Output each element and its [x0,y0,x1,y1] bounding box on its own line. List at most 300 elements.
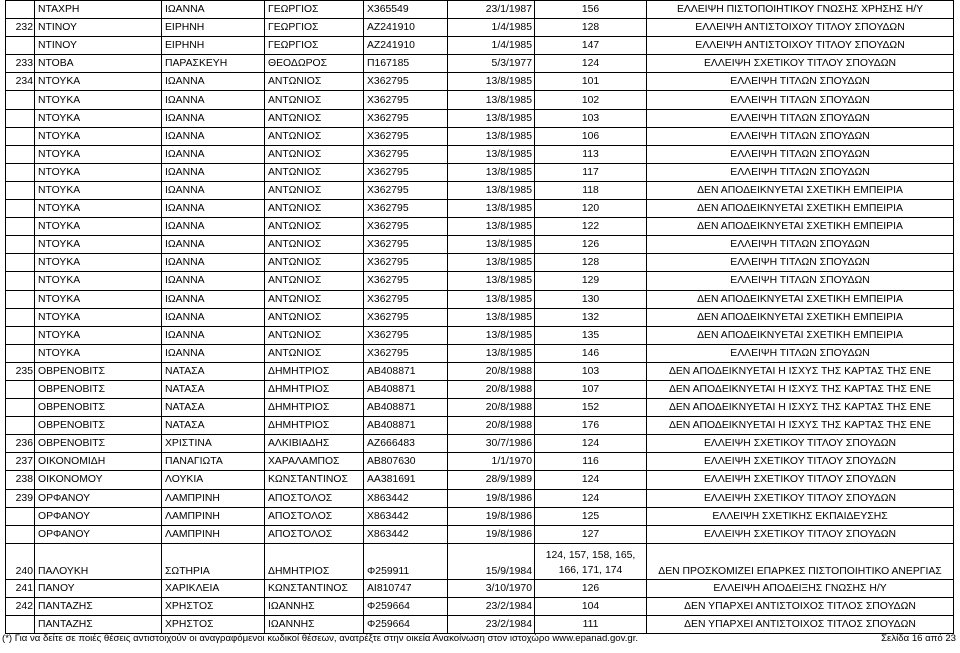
cell-row-number: 241 [6,579,35,597]
cell-row-number [6,236,35,254]
cell-id-number: ΑΒ408871 [364,380,448,398]
table-row [6,73,954,91]
cell-position-code: 124, 157, 158, 165, 166, 171, 174 [535,543,647,579]
cell-row-number [6,399,35,417]
cell-father-name: ΚΩΝΣΤΑΝΤΙΝΟΣ [265,579,364,597]
cell-last-name: ΟΡΦΑΝΟΥ [35,507,162,525]
cell-birth-date: 13/8/1985 [448,290,535,308]
cell-rejection-reason: ΕΛΛΕΙΨΗ ΤΙΤΛΩΝ ΣΠΟΥΔΩΝ [647,272,954,290]
cell-last-name: ΠΑΛΟΥΚΗ [35,543,162,579]
cell-last-name: ΟΒΡΕΝΟΒΙΤΣ [35,435,162,453]
table-row [6,272,954,290]
cell-first-name: ΙΩΑΝΝΑ [162,163,265,181]
table-row [6,489,954,507]
cell-row-number: 235 [6,362,35,380]
table-row [6,380,954,398]
cell-position-code: 107 [535,380,647,398]
cell-id-number: Χ362795 [364,109,448,127]
cell-id-number: Χ362795 [364,127,448,145]
table-row [6,471,954,489]
cell-birth-date: 1/4/1985 [448,19,535,37]
cell-first-name: ΛΟΥΚΙΑ [162,471,265,489]
cell-father-name: ΑΝΤΩΝΙΟΣ [265,218,364,236]
cell-father-name: ΑΝΤΩΝΙΟΣ [265,109,364,127]
cell-row-number [6,37,35,55]
cell-rejection-reason: ΔΕΝ ΥΠΑΡΧΕΙ ΑΝΤΙΣΤΟΙΧΟΣ ΤΙΤΛΟΣ ΣΠΟΥΔΩΝ [647,616,954,634]
cell-rejection-reason: ΕΛΛΕΙΨΗ ΤΙΤΛΩΝ ΣΠΟΥΔΩΝ [647,344,954,362]
cell-last-name: ΝΤΟΥΚΑ [35,326,162,344]
cell-birth-date: 23/2/1984 [448,616,535,634]
cell-row-number: 238 [6,471,35,489]
cell-id-number: Χ362795 [364,181,448,199]
cell-father-name: ΔΗΜΗΤΡΙΟΣ [265,543,364,579]
cell-position-code: 124 [535,471,647,489]
cell-position-code: 124 [535,55,647,73]
cell-father-name: ΑΝΤΩΝΙΟΣ [265,236,364,254]
cell-birth-date: 23/1/1987 [448,1,535,19]
cell-position-code: 124 [535,489,647,507]
cell-id-number: Χ362795 [364,73,448,91]
cell-row-number [6,254,35,272]
cell-row-number: 233 [6,55,35,73]
cell-father-name: ΓΕΩΡΓΙΟΣ [265,19,364,37]
cell-birth-date: 13/8/1985 [448,91,535,109]
cell-first-name: ΙΩΑΝΝΑ [162,254,265,272]
cell-position-code: 102 [535,91,647,109]
cell-father-name: ΑΝΤΩΝΙΟΣ [265,73,364,91]
cell-rejection-reason: ΔΕΝ ΑΠΟΔΕΙΚΝΥΕΤΑΙ ΣΧΕΤΙΚΗ ΕΜΠΕΙΡΙΑ [647,181,954,199]
cell-row-number [6,200,35,218]
cell-father-name: ΑΝΤΩΝΙΟΣ [265,127,364,145]
cell-rejection-reason: ΕΛΛΕΙΨΗ ΣΧΕΤΙΚΟΥ ΤΙΤΛΟΥ ΣΠΟΥΔΩΝ [647,471,954,489]
results-sheet [5,0,953,634]
cell-last-name: ΝΤΟΥΚΑ [35,145,162,163]
table-row [6,254,954,272]
cell-row-number [6,127,35,145]
table-row [6,326,954,344]
cell-first-name: ΙΩΑΝΝΑ [162,181,265,199]
cell-position-code: 152 [535,399,647,417]
cell-row-number [6,380,35,398]
cell-birth-date: 13/8/1985 [448,163,535,181]
cell-row-number [6,218,35,236]
cell-birth-date: 13/8/1985 [448,218,535,236]
cell-last-name: ΠΑΝΤΑΖΗΣ [35,616,162,634]
cell-position-code: 126 [535,236,647,254]
table-row [6,200,954,218]
cell-position-code: 126 [535,579,647,597]
cell-birth-date: 19/8/1986 [448,489,535,507]
cell-first-name: ΝΑΤΑΣΑ [162,380,265,398]
cell-id-number: Χ863442 [364,525,448,543]
cell-row-number [6,525,35,543]
cell-row-number: 237 [6,453,35,471]
cell-rejection-reason: ΔΕΝ ΠΡΟΣΚΟΜΙΖΕΙ ΕΠΑΡΚΕΣ ΠΙΣΤΟΠΟΙΗΤΙΚΟ ΑΝΕΡΓΙΑΣ [647,543,954,579]
cell-last-name: ΟΒΡΕΝΟΒΙΤΣ [35,399,162,417]
cell-id-number: Π167185 [364,55,448,73]
cell-father-name: ΑΝΤΩΝΙΟΣ [265,181,364,199]
cell-rejection-reason: ΔΕΝ ΑΠΟΔΕΙΚΝΥΕΤΑΙ Η ΙΣΧΥΣ ΤΗΣ ΚΑΡΤΑΣ ΤΗΣ ΕΝΕ [647,399,954,417]
table-row [6,145,954,163]
cell-rejection-reason: ΔΕΝ ΑΠΟΔΕΙΚΝΥΕΤΑΙ Η ΙΣΧΥΣ ΤΗΣ ΚΑΡΤΑΣ ΤΗΣ ΕΝΕ [647,417,954,435]
cell-row-number [6,290,35,308]
table-row [6,163,954,181]
cell-last-name: ΝΤΑΧΡΗ [35,1,162,19]
cell-father-name: ΑΠΟΣΤΟΛΟΣ [265,525,364,543]
cell-birth-date: 3/10/1970 [448,579,535,597]
cell-last-name: ΝΤΙΝΟΥ [35,37,162,55]
cell-rejection-reason: ΔΕΝ ΑΠΟΔΕΙΚΝΥΕΤΑΙ Η ΙΣΧΥΣ ΤΗΣ ΚΑΡΤΑΣ ΤΗΣ ΕΝΕ [647,362,954,380]
cell-row-number: 239 [6,489,35,507]
cell-father-name: ΓΕΩΡΓΙΟΣ [265,1,364,19]
cell-father-name: ΑΝΤΩΝΙΟΣ [265,145,364,163]
cell-id-number: Χ362795 [364,163,448,181]
cell-rejection-reason: ΔΕΝ ΥΠΑΡΧΕΙ ΑΝΤΙΣΤΟΙΧΟΣ ΤΙΤΛΟΣ ΣΠΟΥΔΩΝ [647,597,954,615]
cell-birth-date: 20/8/1988 [448,399,535,417]
cell-rejection-reason: ΕΛΛΕΙΨΗ ΤΙΤΛΩΝ ΣΠΟΥΔΩΝ [647,73,954,91]
cell-birth-date: 13/8/1985 [448,254,535,272]
cell-father-name: ΧΑΡΑΛΑΜΠΟΣ [265,453,364,471]
cell-position-code: 146 [535,344,647,362]
cell-position-code: 120 [535,200,647,218]
cell-rejection-reason: ΔΕΝ ΑΠΟΔΕΙΚΝΥΕΤΑΙ Η ΙΣΧΥΣ ΤΗΣ ΚΑΡΤΑΣ ΤΗΣ ΕΝΕ [647,380,954,398]
cell-father-name: ΑΠΟΣΤΟΛΟΣ [265,507,364,525]
cell-id-number: Χ362795 [364,200,448,218]
table-row [6,218,954,236]
cell-last-name: ΝΤΟΥΚΑ [35,308,162,326]
cell-last-name: ΝΤΟΥΚΑ [35,236,162,254]
cell-position-code: 117 [535,163,647,181]
cell-father-name: ΘΕΟΔΩΡΟΣ [265,55,364,73]
cell-last-name: ΟΡΦΑΝΟΥ [35,525,162,543]
cell-rejection-reason: ΕΛΛΕΙΨΗ ΤΙΤΛΩΝ ΣΠΟΥΔΩΝ [647,127,954,145]
cell-rejection-reason: ΔΕΝ ΑΠΟΔΕΙΚΝΥΕΤΑΙ ΣΧΕΤΙΚΗ ΕΜΠΕΙΡΙΑ [647,308,954,326]
cell-position-code: 176 [535,417,647,435]
cell-first-name: ΙΩΑΝΝΑ [162,127,265,145]
cell-birth-date: 28/9/1989 [448,471,535,489]
cell-last-name: ΝΤΟΥΚΑ [35,272,162,290]
cell-rejection-reason: ΔΕΝ ΑΠΟΔΕΙΚΝΥΕΤΑΙ ΣΧΕΤΙΚΗ ΕΜΠΕΙΡΙΑ [647,290,954,308]
cell-row-number [6,507,35,525]
cell-id-number: ΑΖ241910 [364,37,448,55]
cell-row-number: 240 [6,543,35,579]
cell-father-name: ΑΝΤΩΝΙΟΣ [265,254,364,272]
cell-last-name: ΝΤΙΝΟΥ [35,19,162,37]
table-row [6,507,954,525]
cell-position-code: 132 [535,308,647,326]
cell-first-name: ΧΡΗΣΤΟΣ [162,616,265,634]
cell-id-number: Χ362795 [364,344,448,362]
cell-first-name: ΙΩΑΝΝΑ [162,73,265,91]
table-row [6,37,954,55]
cell-rejection-reason: ΕΛΛΕΙΨΗ ΣΧΕΤΙΚΗΣ ΕΚΠΑΙΔΕΥΣΗΣ [647,507,954,525]
table-row [6,362,954,380]
cell-first-name: ΛΑΜΠΡΙΝΗ [162,489,265,507]
cell-row-number [6,616,35,634]
cell-birth-date: 20/8/1988 [448,380,535,398]
cell-id-number: ΑΒ408871 [364,399,448,417]
cell-row-number [6,344,35,362]
table-row [6,308,954,326]
table-row [6,435,954,453]
cell-position-code: 103 [535,362,647,380]
cell-birth-date: 13/8/1985 [448,73,535,91]
cell-first-name: ΙΩΑΝΝΑ [162,290,265,308]
cell-row-number: 236 [6,435,35,453]
cell-row-number [6,326,35,344]
cell-position-code: 127 [535,525,647,543]
cell-rejection-reason: ΕΛΛΕΙΨΗ ΤΙΤΛΩΝ ΣΠΟΥΔΩΝ [647,254,954,272]
table-row [6,127,954,145]
cell-first-name: ΙΩΑΝΝΑ [162,145,265,163]
cell-rejection-reason: ΔΕΝ ΑΠΟΔΕΙΚΝΥΕΤΑΙ ΣΧΕΤΙΚΗ ΕΜΠΕΙΡΙΑ [647,326,954,344]
cell-father-name: ΑΛΚΙΒΙΑΔΗΣ [265,435,364,453]
cell-id-number: Χ362795 [364,290,448,308]
cell-first-name: ΙΩΑΝΝΑ [162,200,265,218]
cell-id-number: ΑΑ381691 [364,471,448,489]
cell-id-number: Χ362795 [364,254,448,272]
cell-father-name: ΔΗΜΗΤΡΙΟΣ [265,380,364,398]
cell-father-name: ΑΝΤΩΝΙΟΣ [265,163,364,181]
cell-rejection-reason: ΕΛΛΕΙΨΗ ΑΝΤΙΣΤΟΙΧΟΥ ΤΙΤΛΟΥ ΣΠΟΥΔΩΝ [647,19,954,37]
cell-id-number: Χ362795 [364,218,448,236]
cell-id-number: ΑΖ666483 [364,435,448,453]
cell-row-number [6,272,35,290]
cell-last-name: ΝΤΟΥΚΑ [35,73,162,91]
cell-last-name: ΝΤΟΥΚΑ [35,344,162,362]
cell-father-name: ΙΩΑΝΝΗΣ [265,616,364,634]
cell-birth-date: 13/8/1985 [448,308,535,326]
cell-first-name: ΙΩΑΝΝΑ [162,236,265,254]
cell-first-name: ΛΑΜΠΡΙΝΗ [162,507,265,525]
cell-position-code: 113 [535,145,647,163]
cell-birth-date: 19/8/1986 [448,525,535,543]
table-row [6,525,954,543]
cell-birth-date: 23/2/1984 [448,597,535,615]
cell-last-name: ΟΒΡΕΝΟΒΙΤΣ [35,362,162,380]
cell-position-code: 128 [535,254,647,272]
cell-position-code: 124 [535,435,647,453]
cell-position-code: 128 [535,19,647,37]
cell-last-name: ΠΑΝΟΥ [35,579,162,597]
cell-position-code: 129 [535,272,647,290]
cell-last-name: ΝΤΟΥΚΑ [35,91,162,109]
table-row [6,55,954,73]
cell-position-code: 118 [535,181,647,199]
cell-position-code: 116 [535,453,647,471]
cell-position-code: 130 [535,290,647,308]
cell-row-number [6,417,35,435]
cell-last-name: ΝΤΟΥΚΑ [35,254,162,272]
table-row [6,597,954,615]
cell-birth-date: 13/8/1985 [448,326,535,344]
cell-father-name: ΑΝΤΩΝΙΟΣ [265,326,364,344]
cell-last-name: ΝΤΟΥΚΑ [35,163,162,181]
cell-birth-date: 13/8/1985 [448,109,535,127]
cell-id-number: ΑΒ807630 [364,453,448,471]
cell-id-number: Χ863442 [364,489,448,507]
cell-birth-date: 19/8/1986 [448,507,535,525]
cell-first-name: ΠΑΝΑΓΙΩΤΑ [162,453,265,471]
cell-rejection-reason: ΕΛΛΕΙΨΗ ΣΧΕΤΙΚΟΥ ΤΙΤΛΟΥ ΣΠΟΥΔΩΝ [647,489,954,507]
cell-id-number: Χ362795 [364,326,448,344]
cell-id-number: Φ259911 [364,543,448,579]
cell-row-number [6,109,35,127]
cell-rejection-reason: ΕΛΛΕΙΨΗ ΤΙΤΛΩΝ ΣΠΟΥΔΩΝ [647,145,954,163]
cell-rejection-reason: ΕΛΛΕΙΨΗ ΣΧΕΤΙΚΟΥ ΤΙΤΛΟΥ ΣΠΟΥΔΩΝ [647,435,954,453]
cell-last-name: ΟΡΦΑΝΟΥ [35,489,162,507]
table-row [6,579,954,597]
cell-id-number: Χ362795 [364,272,448,290]
cell-last-name: ΟΙΚΟΝΟΜΟΥ [35,471,162,489]
cell-id-number: Χ362795 [364,91,448,109]
cell-first-name: ΣΩΤΗΡΙΑ [162,543,265,579]
table-row [6,616,954,634]
cell-id-number: ΑΒ408871 [364,362,448,380]
cell-first-name: ΙΩΑΝΝΑ [162,218,265,236]
table-row [6,417,954,435]
cell-first-name: ΝΑΤΑΣΑ [162,399,265,417]
cell-birth-date: 1/4/1985 [448,37,535,55]
cell-row-number [6,145,35,163]
cell-id-number: Χ362795 [364,308,448,326]
table-row [6,181,954,199]
cell-id-number: ΑΙ810747 [364,579,448,597]
cell-rejection-reason: ΕΛΛΕΙΨΗ ΤΙΤΛΩΝ ΣΠΟΥΔΩΝ [647,163,954,181]
cell-rejection-reason: ΕΛΛΕΙΨΗ ΑΠΟΔΕΙΞΗΣ ΓΝΩΣΗΣ Η/Υ [647,579,954,597]
cell-rejection-reason: ΕΛΛΕΙΨΗ ΤΙΤΛΩΝ ΣΠΟΥΔΩΝ [647,236,954,254]
cell-rejection-reason: ΕΛΛΕΙΨΗ ΑΝΤΙΣΤΟΙΧΟΥ ΤΙΤΛΟΥ ΣΠΟΥΔΩΝ [647,37,954,55]
cell-rejection-reason: ΕΛΛΕΙΨΗ ΤΙΤΛΩΝ ΣΠΟΥΔΩΝ [647,109,954,127]
cell-birth-date: 5/3/1977 [448,55,535,73]
cell-position-code: 122 [535,218,647,236]
cell-father-name: ΙΩΑΝΝΗΣ [265,597,364,615]
cell-last-name: ΝΤΟΥΚΑ [35,290,162,308]
footer-note: (*) Για να δείτε σε ποιές θέσεις αντιστοιχούν οι αναγραφόμενοι κωδικοί θέσεων, ανατρέξτε στην οικεία Ανακοίνωση στον ιστοχώρο www.epanad.gov.gr. [2,633,639,644]
cell-row-number [6,181,35,199]
cell-position-code: 147 [535,37,647,55]
table-row [6,19,954,37]
rejections-table [5,0,954,634]
cell-row-number [6,163,35,181]
cell-row-number [6,1,35,19]
cell-position-code: 111 [535,616,647,634]
cell-father-name: ΑΠΟΣΤΟΛΟΣ [265,489,364,507]
cell-id-number: Χ362795 [364,236,448,254]
cell-birth-date: 15/9/1984 [448,543,535,579]
cell-first-name: ΙΩΑΝΝΑ [162,272,265,290]
table-row [6,290,954,308]
cell-first-name: ΕΙΡΗΝΗ [162,19,265,37]
cell-birth-date: 13/8/1985 [448,272,535,290]
cell-father-name: ΑΝΤΩΝΙΟΣ [265,308,364,326]
cell-last-name: ΝΤΟΥΚΑ [35,109,162,127]
cell-first-name: ΙΩΑΝΝΑ [162,91,265,109]
cell-first-name: ΧΡΗΣΤΟΣ [162,597,265,615]
cell-position-code: 101 [535,73,647,91]
cell-last-name: ΝΤΟΒΑ [35,55,162,73]
cell-id-number: ΑΖ241910 [364,19,448,37]
cell-father-name: ΓΕΩΡΓΙΟΣ [265,37,364,55]
cell-father-name: ΔΗΜΗΤΡΙΟΣ [265,399,364,417]
cell-father-name: ΑΝΤΩΝΙΟΣ [265,272,364,290]
cell-last-name: ΝΤΟΥΚΑ [35,181,162,199]
cell-position-code: 135 [535,326,647,344]
cell-father-name: ΑΝΤΩΝΙΟΣ [265,91,364,109]
cell-first-name: ΠΑΡΑΣΚΕΥΗ [162,55,265,73]
cell-id-number: ΑΒ408871 [364,417,448,435]
cell-first-name: ΕΙΡΗΝΗ [162,37,265,55]
cell-rejection-reason: ΕΛΛΕΙΨΗ ΠΙΣΤΟΠΟΙΗΤΙΚΟΥ ΓΝΩΣΗΣ ΧΡΗΣΗΣ Η/Υ [647,1,954,19]
cell-last-name: ΟΒΡΕΝΟΒΙΤΣ [35,380,162,398]
cell-birth-date: 30/7/1986 [448,435,535,453]
cell-birth-date: 13/8/1985 [448,344,535,362]
cell-id-number: Φ259664 [364,597,448,615]
cell-birth-date: 13/8/1985 [448,236,535,254]
cell-last-name: ΠΑΝΤΑΖΗΣ [35,597,162,615]
cell-first-name: ΙΩΑΝΝΑ [162,326,265,344]
cell-father-name: ΑΝΤΩΝΙΟΣ [265,344,364,362]
cell-first-name: ΙΩΑΝΝΑ [162,1,265,19]
table-row [6,109,954,127]
cell-birth-date: 13/8/1985 [448,200,535,218]
table-row [6,453,954,471]
cell-first-name: ΝΑΤΑΣΑ [162,417,265,435]
table-row [6,236,954,254]
cell-last-name: ΟΙΚΟΝΟΜΙΔΗ [35,453,162,471]
cell-row-number: 234 [6,73,35,91]
table-row [6,1,954,19]
cell-last-name: ΝΤΟΥΚΑ [35,200,162,218]
cell-first-name: ΙΩΑΝΝΑ [162,344,265,362]
cell-first-name: ΝΑΤΑΣΑ [162,362,265,380]
table-row [6,344,954,362]
cell-row-number: 232 [6,19,35,37]
cell-position-code: 125 [535,507,647,525]
cell-father-name: ΔΗΜΗΤΡΙΟΣ [265,417,364,435]
cell-first-name: ΙΩΑΝΝΑ [162,308,265,326]
cell-first-name: ΛΑΜΠΡΙΝΗ [162,525,265,543]
cell-position-code: 156 [535,1,647,19]
cell-rejection-reason: ΔΕΝ ΑΠΟΔΕΙΚΝΥΕΤΑΙ ΣΧΕΤΙΚΗ ΕΜΠΕΙΡΙΑ [647,218,954,236]
cell-first-name: ΧΡΙΣΤΙΝΑ [162,435,265,453]
cell-rejection-reason: ΕΛΛΕΙΨΗ ΣΧΕΤΙΚΟΥ ΤΙΤΛΟΥ ΣΠΟΥΔΩΝ [647,525,954,543]
cell-id-number: Χ362795 [364,145,448,163]
cell-rejection-reason: ΕΛΛΕΙΨΗ ΣΧΕΤΙΚΟΥ ΤΙΤΛΟΥ ΣΠΟΥΔΩΝ [647,55,954,73]
table-row [6,91,954,109]
cell-row-number [6,308,35,326]
cell-father-name: ΔΗΜΗΤΡΙΟΣ [265,362,364,380]
cell-first-name: ΧΑΡΙΚΛΕΙΑ [162,579,265,597]
page-number: Σελίδα 16 από 23 [881,633,956,644]
cell-birth-date: 13/8/1985 [448,145,535,163]
cell-father-name: ΚΩΝΣΤΑΝΤΙΝΟΣ [265,471,364,489]
cell-last-name: ΝΤΟΥΚΑ [35,218,162,236]
cell-birth-date: 13/8/1985 [448,181,535,199]
cell-birth-date: 20/8/1988 [448,362,535,380]
cell-first-name: ΙΩΑΝΝΑ [162,109,265,127]
cell-id-number: Φ259664 [364,616,448,634]
cell-last-name: ΝΤΟΥΚΑ [35,127,162,145]
cell-row-number: 242 [6,597,35,615]
table-row [6,543,954,579]
cell-last-name: ΟΒΡΕΝΟΒΙΤΣ [35,417,162,435]
cell-position-code: 104 [535,597,647,615]
cell-birth-date: 20/8/1988 [448,417,535,435]
cell-birth-date: 13/8/1985 [448,127,535,145]
cell-id-number: Χ863442 [364,507,448,525]
cell-id-number: Χ365549 [364,1,448,19]
